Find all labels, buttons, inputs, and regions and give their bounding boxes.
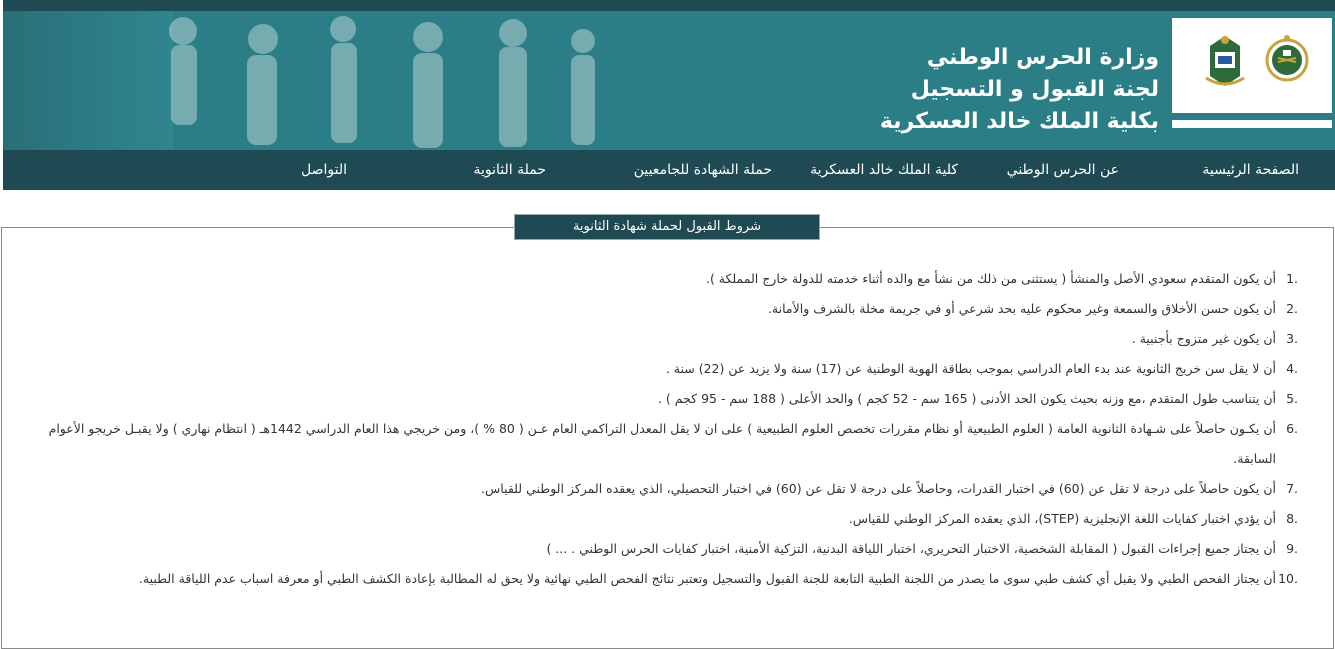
banner-photo [143,11,603,150]
condition-text: أن يتناسب طول المتقدم ،مع وزنه بحيث يكون الحد الأدنى ( 165 سم - 52 كجم ) والحد الأعلى ( 188 سم - 95 كجم ) . [657,391,1276,406]
condition-number: 5. [1286,391,1298,406]
top-strip [3,0,1335,11]
nav-about-guard[interactable]: عن الحرس الوطني [1006,162,1119,178]
main-nav [3,150,1335,190]
condition-item [24,414,1306,474]
condition-text: أن لا يقل سن خريج الثانوية عند بدء العام الدراسي بموجب بطاقة الهوية الوطنية عن (17) سنة ولا يزيد عن (22) سنة . [665,361,1276,376]
condition-number: 6. [1286,421,1298,436]
condition-item [24,564,1306,594]
condition-number: 8. [1286,511,1298,526]
condition-text: أن يجتاز الفحص الطبي ولا يقبل أي كشف طبي سوى ما يصدر من اللجنة الطبية التابعة للجنة القبول والتسجيل وتعتبر نتائج الفحص الطبي نهائية ولا يحق له المطالبة بإعادة الكشف الطبي أو معرفة اسباب عدم اللياقة الطبية. [138,571,1276,586]
condition-text: أن يكون حاصلاً على درجة لا تقل عن (60) في اختبار القدرات، وحاصلاً على درجة لا تقل عن (60) في اختبار التحصيلي، الذي يعقده المركز الوطني للقياس. [481,481,1276,496]
committee-title: لجنة القبول و التسجيل [910,77,1159,102]
condition-text: أن يكـون حاصلاً على شـهادة الثانوية العامة ( العلوم الطبيعية أو نظام مقررات تخصص العلوم الطبيعية ) على ان لا يقل المعدل التراكمي العام عـن ( 80 % )، ومن خريجي هذا العام الدراسي 1442هـ ( انتظام نهاري ) ولا يقبـل خريجو الأعوام السابقة. [48,421,1276,466]
condition-number: 2. [1286,301,1298,316]
condition-item [24,384,1306,414]
condition-number: 10. [1278,571,1298,586]
condition-text: أن يكون حسن الأخلاق والسمعة وغير محكوم عليه بحد شرعي أو في جريمة مخلة بالشرف والأمانة. [767,301,1276,316]
condition-number: 7. [1286,481,1298,496]
condition-number: 4. [1286,361,1298,376]
condition-number: 1. [1286,271,1298,286]
condition-number: 3. [1286,331,1298,346]
conditions-list [24,264,1306,594]
nav-high-school-graduates[interactable]: حملة الثانوية [473,162,546,178]
nav-home[interactable]: الصفحة الرئيسية [1202,162,1299,178]
header-banner [3,11,1335,150]
condition-number: 9. [1286,541,1298,556]
national-guard-emblem-icon [1262,32,1312,90]
ministry-title: وزارة الحرس الوطني [926,45,1159,70]
condition-item [24,504,1306,534]
nav-contact[interactable]: التواصل [301,162,347,178]
condition-item [24,294,1306,324]
condition-text: أن يكون غير متزوج بأجنبية . [1131,331,1276,346]
condition-text: أن يؤدي اختبار كفايات اللغة الإنجليزية (STEP)، الذي يعقده المركز الوطني للقياس. [848,511,1276,526]
nav-king-khalid-college[interactable]: كلية الملك خالد العسكرية [810,162,958,178]
condition-item [24,264,1306,294]
condition-item [24,474,1306,504]
section-title: شروط القبول لحملة شهادة الثانوية [514,214,820,240]
condition-item [24,534,1306,564]
college-emblem-icon [1200,32,1250,90]
college-title: بكلية الملك خالد العسكرية [879,109,1159,134]
nav-university-graduates[interactable]: حملة الشهادة للجامعيين [633,162,772,178]
condition-item [24,324,1306,354]
condition-text: أن يجتاز جميع إجراءات القبول ( المقابلة الشخصية، الاختبار التحريري، اختبار اللياقة البدنية، التزكية الأمنية، اختبار كفايات الحرس الوطني . ... ) [546,541,1276,556]
condition-text: أن يكون المتقدم سعودي الأصل والمنشأ ( يستثنى من ذلك من نشأ مع والده أثناء خدمته للدولة خارج المملكة ). [705,271,1276,286]
condition-item [24,354,1306,384]
